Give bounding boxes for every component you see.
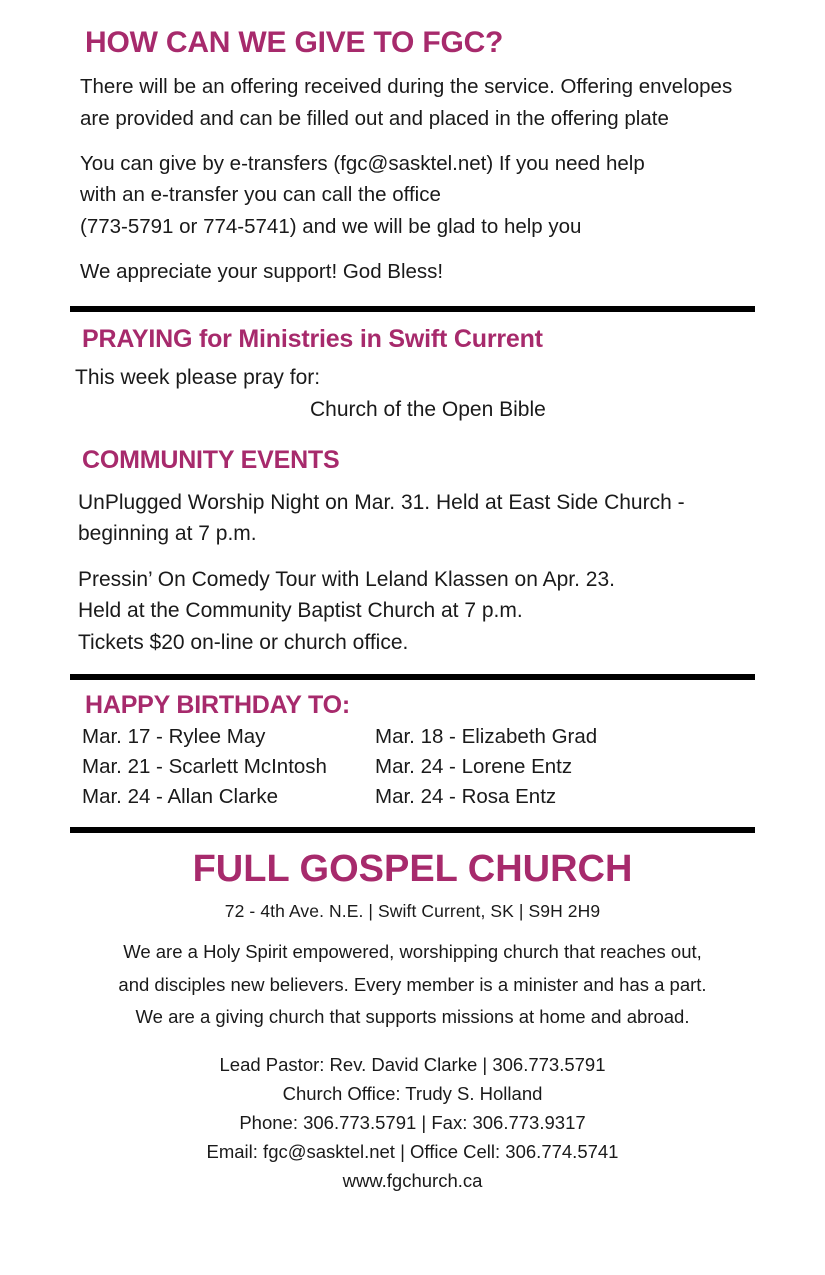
birthday-entry: Mar. 21 - Scarlett McIntosh (82, 754, 327, 778)
church-address: 72 - 4th Ave. N.E. | Swift Current, SK | S9H 2H9 (224, 901, 601, 922)
contact-phone-fax: Phone: 306.773.5791 | Fax: 306.773.9317 (239, 1111, 586, 1133)
mission-line-1: We are a Holy Spirit empowered, worshipping church that reaches out, (123, 941, 702, 963)
birthday-row (82, 782, 825, 812)
contact-lead-pastor: Lead Pastor: Rev. David Clarke | 306.773.5791 (219, 1053, 606, 1075)
birthday-entry: Mar. 18 - Elizabeth Grad (375, 724, 598, 748)
contact-email-cell: Email: fgc@sasktel.net | Office Cell: 306.774.5741 (206, 1141, 619, 1163)
birthday-list (0, 720, 825, 813)
giving-paragraph-etransfer (0, 148, 825, 243)
comedy-tour-line-2: Held at the Community Baptist Church at 7 p.m. (78, 599, 523, 623)
contact-church-office: Church Office: Trudy S. Holland (282, 1082, 543, 1104)
birthday-heading: HAPPY BIRTHDAY TO: (85, 691, 350, 720)
praying-heading: PRAYING for Ministries in Swift Current (82, 324, 543, 353)
comedy-tour-line-1: Pressin’ On Comedy Tour with Leland Klassen on Apr. 23. (78, 567, 615, 591)
mission-line-2: and disciples new believers. Every member is a minister and has a part. (118, 973, 707, 995)
praying-target-ministry: Church of the Open Bible (310, 397, 546, 421)
community-event-comedy-tour (0, 564, 825, 659)
contact-website: www.fgchurch.ca (342, 1170, 483, 1192)
church-name-title: FULL GOSPEL CHURCH (192, 847, 633, 890)
church-contact-block (0, 1034, 825, 1196)
giving-heading: HOW CAN WE GIVE TO FGC? (85, 26, 504, 59)
praying-intro: This week please pray for: (75, 366, 321, 390)
comedy-tour-line-3: Tickets $20 on-line or church office. (78, 630, 409, 654)
birthday-entry: Mar. 24 - Allan Clarke (82, 785, 278, 809)
mission-line-3: We are a giving church that supports missions at home and abroad. (135, 1006, 690, 1028)
birthday-entry: Mar. 24 - Lorene Entz (375, 754, 573, 778)
church-mission-statement (0, 922, 825, 1033)
giving-paragraph-thanks: We appreciate your support! God Bless! (80, 259, 444, 283)
birthday-entry: Mar. 24 - Rosa Entz (375, 785, 557, 809)
birthday-entry: Mar. 17 - Rylee May (82, 724, 266, 748)
giving-etransfer-line-1: You can give by e-transfers (fgc@sasktel.net) If you need help (80, 151, 645, 175)
birthday-row (82, 722, 825, 752)
giving-etransfer-line-2: with an e-transfer you can call the office (80, 183, 441, 207)
birthday-row (82, 752, 825, 782)
giving-etransfer-line-3: (773-5791 or 774-5741) and we will be glad to help you (80, 215, 582, 239)
community-event-unplugged: UnPlugged Worship Night on Mar. 31. Held at East Side Church - beginning at 7 p.m. (78, 490, 685, 546)
community-events-heading: COMMUNITY EVENTS (82, 446, 340, 475)
giving-paragraph-offering: There will be an offering received during the service. Offering envelopes are provided and can be filled out and placed in the offering plate (80, 75, 733, 130)
